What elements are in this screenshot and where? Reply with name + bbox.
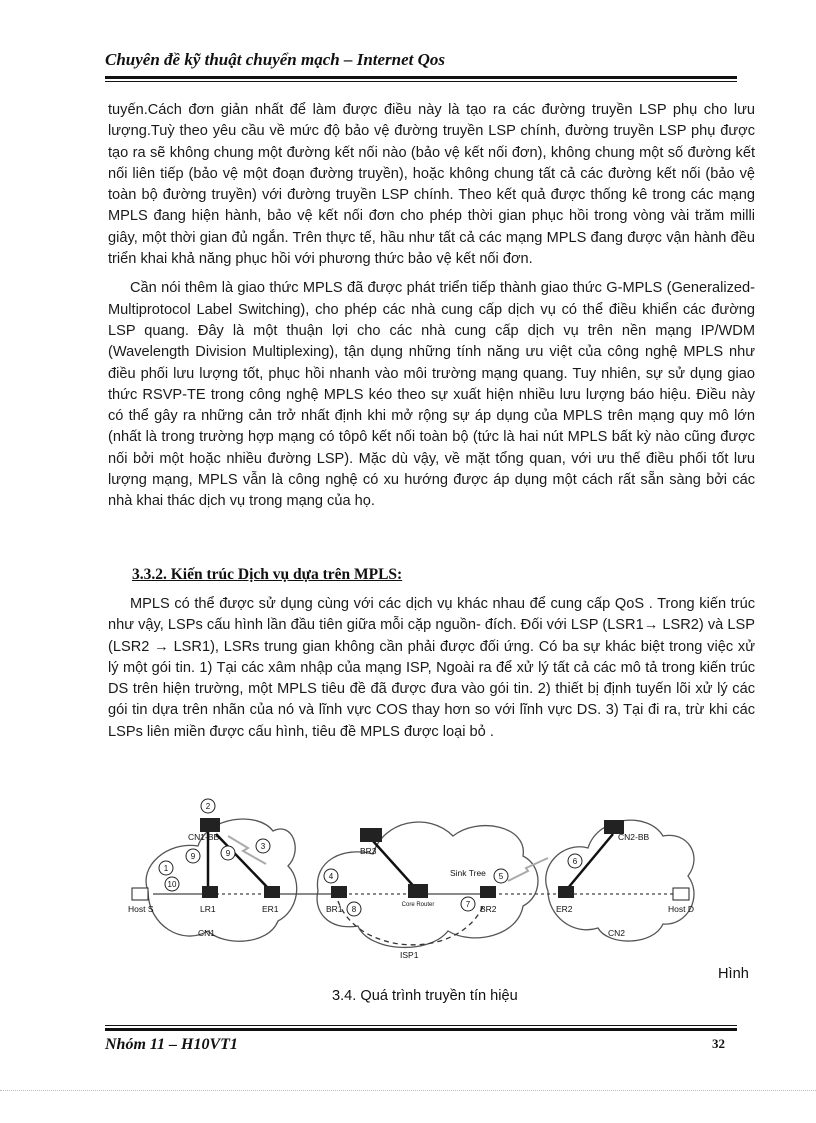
- footer-group: Nhóm 11 – H10VT1: [105, 1036, 238, 1053]
- router-core: [408, 884, 428, 898]
- step-2: 2: [205, 802, 211, 811]
- paragraph-3: MPLS có thể được sử dụng cùng với các dịch vụ khác nhau để cung cấp QoS . Trong kiến trúc như vậy, LSPs cấu hình lần đầu tiên giữa mỗi cặp nguồn- đích. Đối với LSP (LSR1→ LSR2) và LSP (LSR2 → LSR1), LSRs trung gian không cần phải được đối ứng. Có ba sự khác biệt trong việc xử lý một gói tin. 1) Tại các xâm nhập của mạng ISP, Ngoài ra để xử lý tất cả các mô tả trong kiến trúc DS trên hiện trường, một MPLS tiêu đề đã được đưa vào gói tin. 2) thiết bị định tuyến lõi xử lý các gói tin dựa trên nhãn của nó và lĩnh vực COS thay hơn so với lĩnh vực DS. 3) Tại đi ra, trừ khi các LSPs liên miền được cấu hình, tiêu đề MPLS được loại bỏ .: [108, 596, 755, 740]
- label-br2: BR2: [480, 904, 497, 914]
- label-er1: ER1: [262, 904, 279, 914]
- step-3: 3: [260, 842, 266, 851]
- label-cn1-bb: CN1-BB: [188, 832, 220, 842]
- step-5: 5: [498, 872, 504, 881]
- label-isp1: ISP1: [400, 950, 419, 960]
- footer-rule-thick: [105, 1028, 737, 1031]
- label-cn2: CN2: [608, 928, 626, 938]
- step-9b: 9: [225, 849, 231, 858]
- header-rule-thin: [105, 81, 737, 82]
- label-br3: BR3: [360, 846, 377, 856]
- figure-caption: 3.4. Quá trình truyền tín hiệu: [332, 988, 518, 1004]
- label-cn1: CN1: [198, 928, 216, 938]
- router-cn1-bb: [200, 818, 220, 832]
- paragraph-2: Cần nói thêm là giao thức MPLS đã được phát triển tiếp thành giao thức G-MPLS (Generalized-Multiprotocol Label Switching), cho phép các nhà cung cấp dịch vụ có thể điều khiển các đường LSP quang. Đây là một thuận lợi cho các nhà cung cấp dịch vụ trên nền mạng IP/WDM (Wavelength Division Multiplexing), tận dụng những tính năng ưu việt của công nghệ MPLS như điều phối lưu lượng tốt, phục hồi nhanh vào môi trường mạng quang. Tuy nhiên, sự sử dụng giao thức RSVP-TE trong công nghệ MPLS kéo theo sự xuất hiện nhiều lưu lượng báo hiệu. Điều này có thể gây ra những cản trở nhất định khi mở rộng sự áp dụng của MPLS trên mạng quy mô lớn (nhất là trong trường hợp mạng có tôpô kết nối toàn bộ (tức là hai nút MPLS bất kỳ nào cũng được nối bởi một hoặc nhiều đường LSP). Mặc dù vậy, về mặt tổng quan, với ưu thế điều phối tốt lưu lượng mạng, MPLS vẫn là công nghệ có xu hướng được áp dụng một cách rất sẵn sàng bởi các nhà khai thác dịch vụ trong mạng của họ.: [108, 280, 755, 510]
- link-br3-core: [373, 841, 418, 891]
- label-host-s: Host S: [128, 904, 154, 914]
- figure-caption-word: Hình: [718, 966, 749, 982]
- step-10: 10: [167, 880, 177, 889]
- step-9a: 9: [190, 852, 196, 861]
- header-rule-thick: [105, 76, 737, 79]
- page-header: Chuyên đề kỹ thuật chuyển mạch – Internet Qos: [105, 50, 446, 69]
- label-core-router: Core Router: [401, 902, 435, 908]
- label-br1: BR1: [326, 904, 343, 914]
- router-lr1: [202, 886, 218, 898]
- router-br2: [480, 886, 496, 898]
- paragraph-1: tuyến.Cách đơn giản nhất để làm được điều này là tạo ra các đường truyền LSP phụ cho lưu lượng.Tuỳ theo yêu cầu về mức độ bảo vệ đường truyền LSP chính, đường truyền LSP phụ được tạo ra sẽ không chung một đường kết nối nào (bảo vệ kết nối đơn), không chung một số đường kết nối liên tiếp (bảo vệ một đoạn đường truyền), hoặc không chung tất cả các đường kết nối (bảo vệ toàn bộ đường truyền) với đường truyền LSP chính. Theo kết quả được thống kê trong các mạng MPLS đang hiện hành, bảo vệ kết nối đơn cho phép thời gian phục hồi trong vòng vài trăm milli giây, một thời gian đủ ngắn. Trên thực tế, hầu như tất cả các mạng MPLS đang được vận hành đều triển khai khả năng phục hồi với phương thức bảo vệ kết nối đơn.: [108, 102, 755, 268]
- page-bottom-dots: [0, 1090, 816, 1091]
- step-8: 8: [351, 905, 357, 914]
- step-6: 6: [572, 857, 578, 866]
- router-br1: [331, 886, 347, 898]
- router-er2: [558, 886, 574, 898]
- label-er2: ER2: [556, 904, 573, 914]
- step-1: 1: [163, 864, 169, 873]
- label-sink-tree: Sink Tree: [450, 868, 486, 878]
- host-s-icon: [132, 888, 148, 900]
- body-text-bottom: [108, 594, 755, 743]
- step-4: 4: [328, 872, 334, 881]
- body-text-top: [108, 100, 755, 521]
- step-7: 7: [465, 900, 471, 909]
- footer-rule-thin: [105, 1025, 737, 1026]
- label-cn2-bb: CN2-BB: [618, 832, 650, 842]
- router-br3: [360, 828, 382, 842]
- signal-zigzag-5: [508, 858, 548, 881]
- network-diagram: [128, 796, 718, 966]
- router-er1: [264, 886, 280, 898]
- label-host-d: Host D: [668, 904, 694, 914]
- label-lr1: LR1: [200, 904, 216, 914]
- section-heading: 3.3.2. Kiến trúc Dịch vụ dựa trên MPLS:: [132, 566, 403, 583]
- page-number: 32: [712, 1036, 725, 1051]
- host-d-icon: [673, 888, 689, 900]
